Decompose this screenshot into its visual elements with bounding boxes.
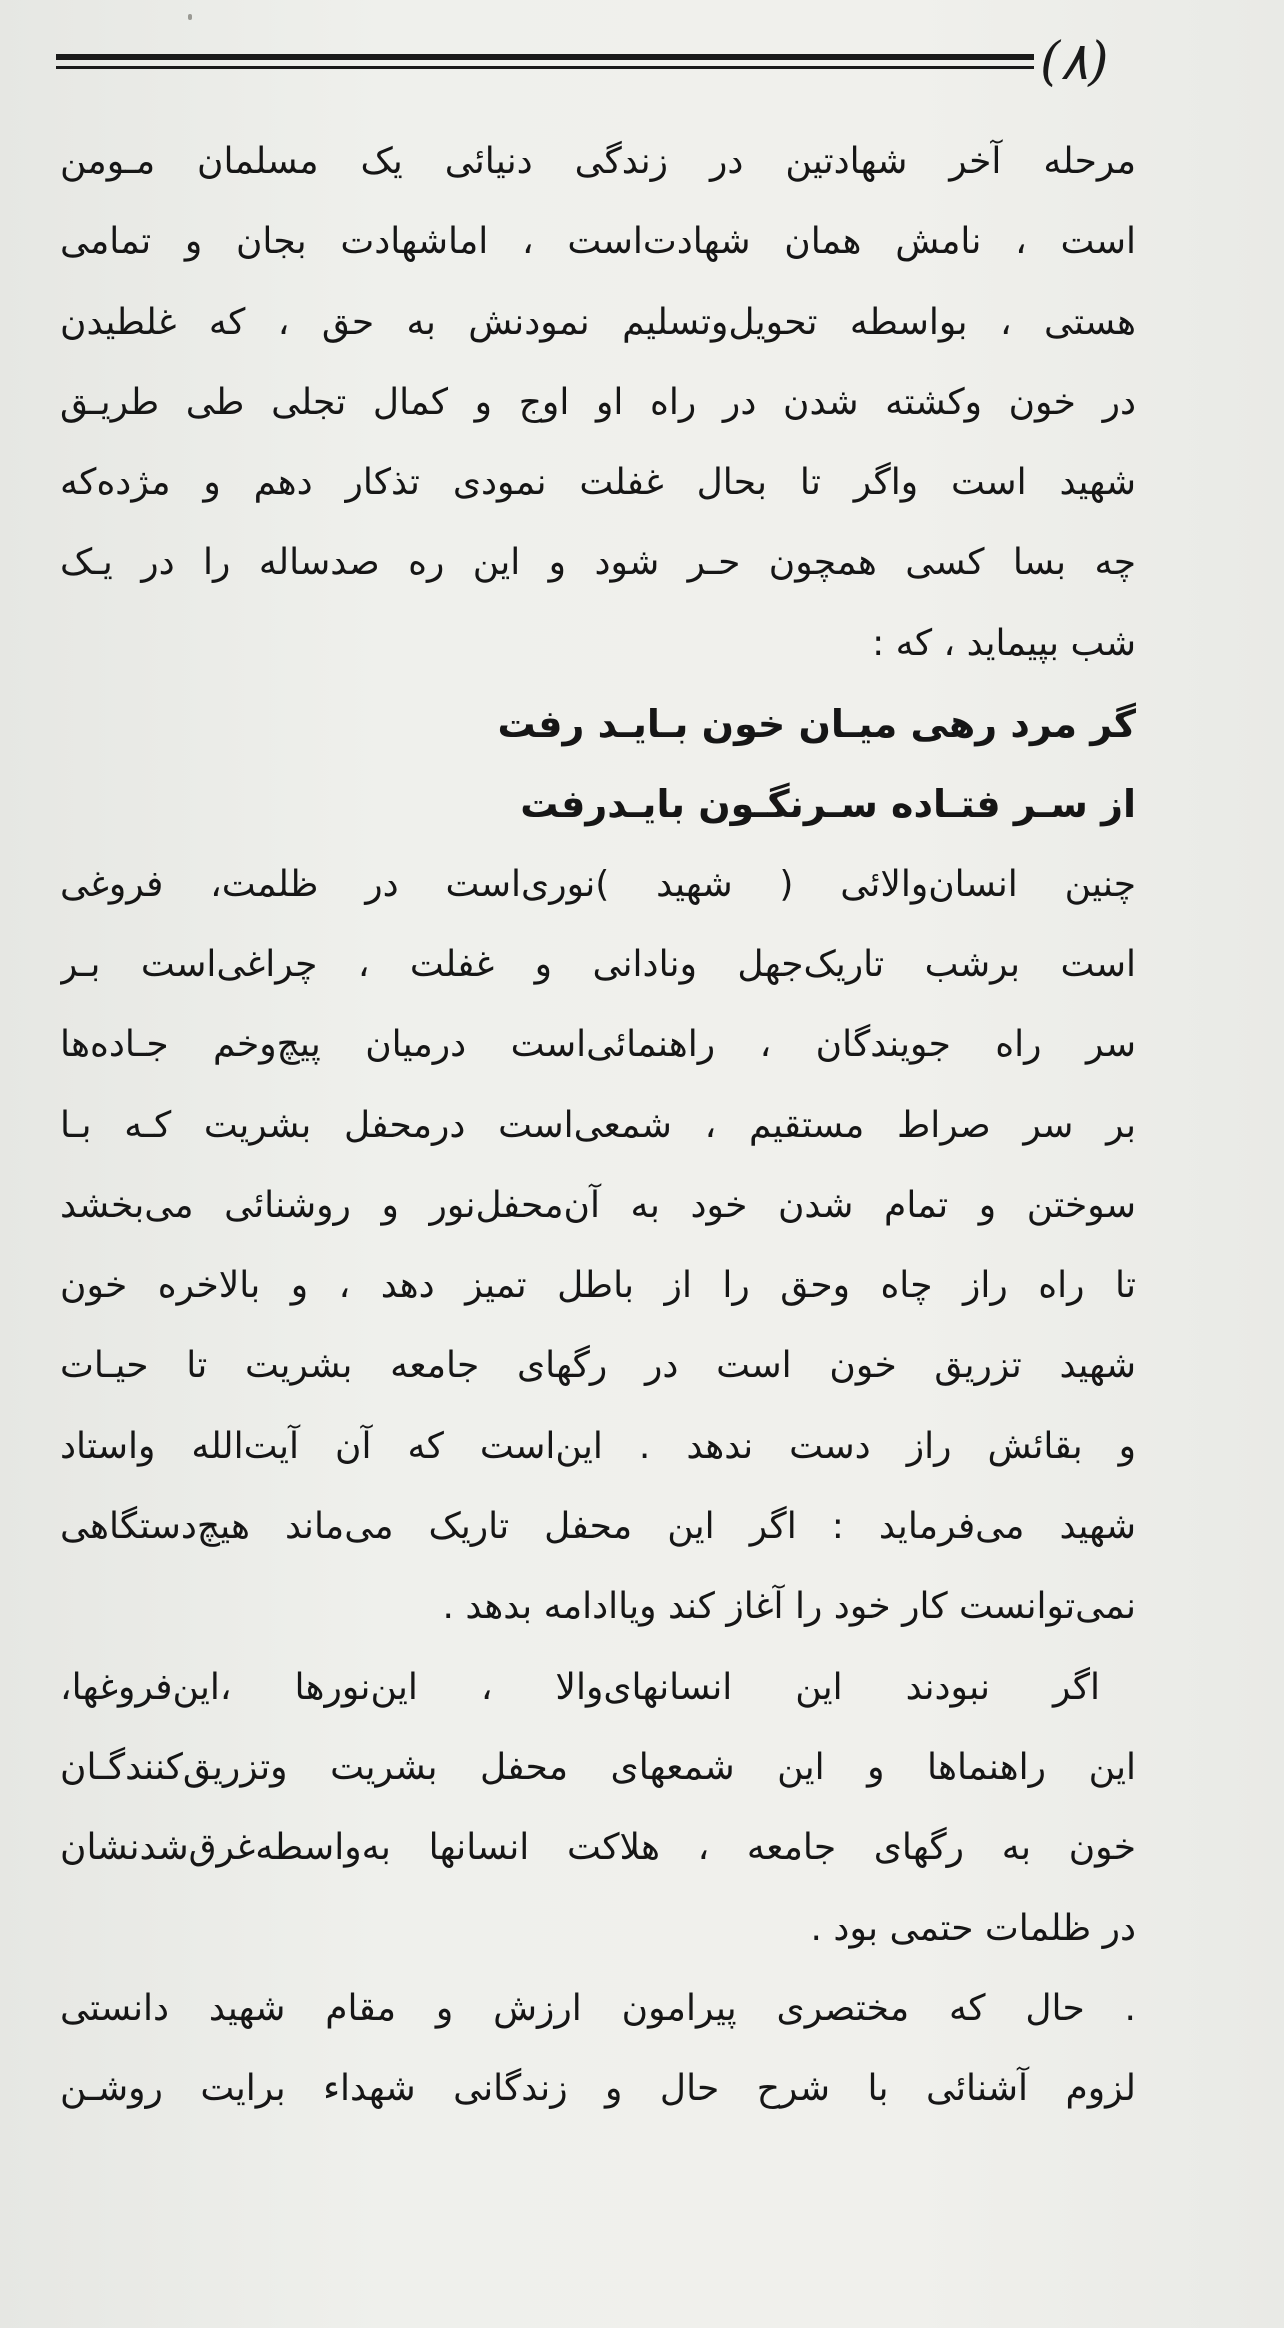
text-line: چه بسا کسی همچون حـر شود و این ره صدساله را در یـک bbox=[60, 542, 1136, 584]
page-number: (٨) bbox=[1040, 32, 1109, 92]
text-line: این راهنماها و این شمعهای محفل بشریت وتزریق‌کنندگـان bbox=[60, 1746, 1136, 1788]
text-line: لزوم آشنائی با شرح حال و زندگانی شهداء برایت روشـن bbox=[60, 2068, 1136, 2110]
text-line: مرحله آخر شهادتین در زندگی دنیائی یک مسلمان مـومن bbox=[60, 141, 1136, 182]
text-line: شب بپیماید ، که : bbox=[872, 622, 1136, 664]
header-rule-thick bbox=[56, 54, 1034, 60]
header-rule-thin bbox=[56, 66, 1034, 69]
text-line: در ظلمات حتمی بود . bbox=[810, 1907, 1136, 1949]
text-line: خون به رگهای جامعه ، هلاکت انسانها به‌واسطه‌غرق‌شدنشان bbox=[60, 1827, 1136, 1869]
paragraph-start-line: اگر نبودند این انسانهای‌والا ، این‌نورها ،این‌فروغها، bbox=[60, 1666, 1100, 1708]
text-line: سوختن و تمام شدن خود به آن‌محفل‌نور و روشنائی می‌بخشد bbox=[60, 1184, 1136, 1226]
paragraph-start-line: . حال که مختصری پیرامون ارزش و مقام شهید دانستی bbox=[60, 1987, 1136, 2029]
text-line: شهید تزریق خون است در رگهای جامعه بشریت تا حیـات bbox=[60, 1345, 1136, 1387]
page-body-text bbox=[60, 122, 1136, 2129]
page-header bbox=[56, 32, 1136, 92]
text-line: شهید می‌فرماید : اگر این محفل تاریک می‌ماند هیچ‌دستگاهی bbox=[60, 1506, 1136, 1548]
verse-line-1: گر مرد رهی میـان خون بـایـد رفت bbox=[497, 702, 1136, 747]
text-line: و بقائش راز دست ندهد . این‌است که آن آیت‌الله واستاد bbox=[60, 1425, 1136, 1467]
text-line: بر سر صراط مستقیم ، شمعی‌است درمحفل بشریت کـه بـا bbox=[60, 1104, 1136, 1146]
ink-speck bbox=[188, 14, 192, 20]
text-line: در خون وکشته شدن در راه او اوج و کمال تجلی طی طریـق bbox=[60, 381, 1136, 423]
text-line: است ، نامش همان شهادت‌است ، اماشهادت بجان و تمامی bbox=[60, 221, 1136, 263]
text-line: هستی ، بواسطه تحویل‌وتسلیم نمودنش به حق ، که غلطیدن bbox=[60, 301, 1136, 343]
text-line: تا راه راز چاه وحق را از باطل تمیز دهد ، و بالاخره خون bbox=[60, 1265, 1136, 1307]
text-line: چنین انسان‌والائی ( شهید )نوری‌است در ظلمت، فروغی bbox=[60, 863, 1136, 905]
text-line: شهید است واگر تا بحال غفلت نمودی تذکار دهم و مژده‌که bbox=[60, 462, 1136, 504]
verse-line-2: از سـر فتـاده سـرنگـون بایـدرفت bbox=[520, 782, 1136, 827]
text-line: نمی‌توانست کار خود را آغاز کند ویاادامه بدهد . bbox=[442, 1586, 1136, 1628]
text-line: است برشب تاریک‌جهل ونادانی و غفلت ، چراغی‌است بـر bbox=[60, 943, 1136, 985]
text-line: سر راه جویندگان ، راهنمائی‌است درمیان پیچ‌وخم جـاده‌ها bbox=[60, 1024, 1136, 1066]
